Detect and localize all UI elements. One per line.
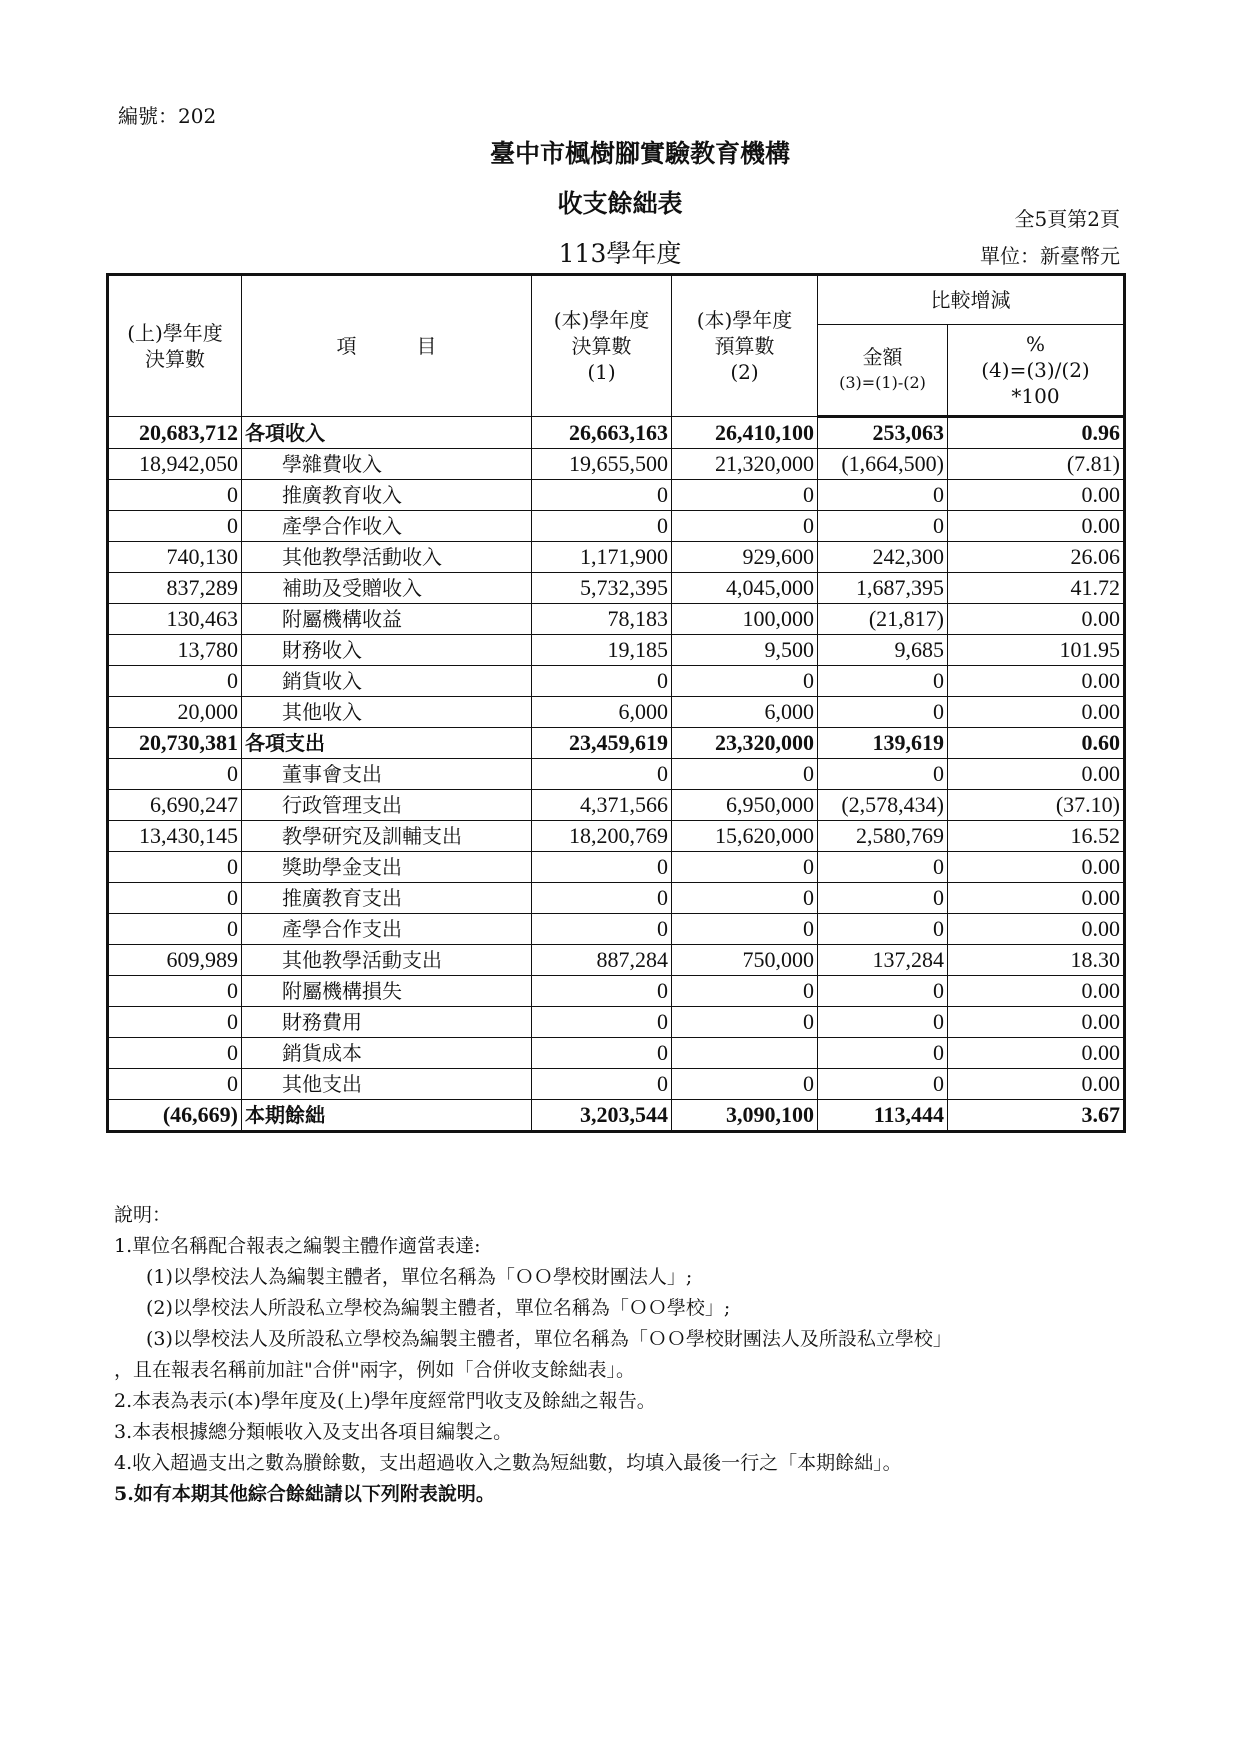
cell-prior-actual: 0 bbox=[108, 1007, 242, 1038]
cell-item: 財務費用 bbox=[242, 1007, 532, 1038]
cell-percent: 0.00 bbox=[948, 883, 1125, 914]
cell-current-actual: 1,171,900 bbox=[532, 542, 672, 573]
cell-percent: 0.00 bbox=[948, 480, 1125, 511]
cell-amount: 0 bbox=[818, 666, 948, 697]
table-row bbox=[108, 790, 1125, 821]
cell-item: 教學研究及訓輔支出 bbox=[242, 821, 532, 852]
cell-amount: 0 bbox=[818, 914, 948, 945]
cell-current-budget: 21,320,000 bbox=[672, 449, 818, 480]
cell-amount: 0 bbox=[818, 759, 948, 790]
cell-percent: 0.00 bbox=[948, 1007, 1125, 1038]
cell-percent: 0.00 bbox=[948, 976, 1125, 1007]
table-row bbox=[108, 449, 1125, 480]
cell-current-budget: 9,500 bbox=[672, 635, 818, 666]
cell-current-actual: 78,183 bbox=[532, 604, 672, 635]
header-amount bbox=[818, 325, 948, 417]
cell-prior-actual: 20,683,712 bbox=[108, 417, 242, 449]
cell-prior-actual: 18,942,050 bbox=[108, 449, 242, 480]
note-line: 4.收入超過支出之數為賸餘數，支出超過收入之數為短絀數，均填入最後一行之「本期餘絀」。 bbox=[114, 1452, 902, 1474]
cell-percent: 41.72 bbox=[948, 573, 1125, 604]
note-line: ，且在報表名稱前加註"合併"兩字，例如「合併收支餘絀表」。 bbox=[114, 1359, 635, 1381]
cell-current-actual: 3,203,544 bbox=[532, 1100, 672, 1132]
cell-prior-actual: 20,730,381 bbox=[108, 728, 242, 759]
cell-amount: 2,580,769 bbox=[818, 821, 948, 852]
cell-current-actual: 0 bbox=[532, 480, 672, 511]
cell-item: 其他收入 bbox=[242, 697, 532, 728]
cell-prior-actual: 837,289 bbox=[108, 573, 242, 604]
cell-prior-actual: (46,669) bbox=[108, 1100, 242, 1132]
cell-prior-actual: 20,000 bbox=[108, 697, 242, 728]
cell-amount: 113,444 bbox=[818, 1100, 948, 1132]
cell-item: 補助及受贈收入 bbox=[242, 573, 532, 604]
cell-current-actual: 0 bbox=[532, 976, 672, 1007]
cell-percent: 0.00 bbox=[948, 1038, 1125, 1069]
cell-current-budget: 6,000 bbox=[672, 697, 818, 728]
cell-current-actual: 0 bbox=[532, 759, 672, 790]
table-row bbox=[108, 604, 1125, 635]
cell-percent: 0.00 bbox=[948, 852, 1125, 883]
cell-amount: 0 bbox=[818, 1007, 948, 1038]
cell-item: 產學合作收入 bbox=[242, 511, 532, 542]
cell-current-actual: 0 bbox=[532, 511, 672, 542]
cell-current-budget: 3,090,100 bbox=[672, 1100, 818, 1132]
table-row bbox=[108, 573, 1125, 604]
cell-current-budget: 750,000 bbox=[672, 945, 818, 976]
cell-prior-actual: 0 bbox=[108, 1069, 242, 1100]
cell-amount: 137,284 bbox=[818, 945, 948, 976]
cell-percent: (7.81) bbox=[948, 449, 1125, 480]
cell-percent: 0.00 bbox=[948, 1069, 1125, 1100]
cell-current-actual: 19,185 bbox=[532, 635, 672, 666]
organization-title: 臺中市楓樹腳實驗教育機構 bbox=[489, 139, 790, 168]
note-line: (2)以學校法人所設私立學校為編製主體者，單位名稱為「ＯＯ學校」; bbox=[146, 1297, 731, 1319]
notes-section bbox=[114, 1200, 1124, 1510]
header-amount-formula: (3)=(1)-(2) bbox=[839, 373, 926, 392]
note-line: 2.本表為表示(本)學年度及(上)學年度經常門收支及餘絀之報告。 bbox=[114, 1390, 656, 1412]
header-current-actual bbox=[532, 275, 672, 417]
cell-current-budget: 4,045,000 bbox=[672, 573, 818, 604]
header-comparison bbox=[818, 275, 1125, 325]
cell-current-budget: 0 bbox=[672, 759, 818, 790]
cell-current-actual: 19,655,500 bbox=[532, 449, 672, 480]
cell-prior-actual: 0 bbox=[108, 914, 242, 945]
cell-current-budget: 26,410,100 bbox=[672, 417, 818, 449]
cell-item: 董事會支出 bbox=[242, 759, 532, 790]
cell-percent: 26.06 bbox=[948, 542, 1125, 573]
fiscal-year: 113學年度 bbox=[558, 239, 682, 268]
table-row bbox=[108, 666, 1125, 697]
cell-prior-actual: 609,989 bbox=[108, 945, 242, 976]
cell-percent: 0.00 bbox=[948, 666, 1125, 697]
cell-current-actual: 0 bbox=[532, 1038, 672, 1069]
cell-item: 獎助學金支出 bbox=[242, 852, 532, 883]
table-row bbox=[108, 697, 1125, 728]
cell-item: 產學合作支出 bbox=[242, 914, 532, 945]
cell-prior-actual: 0 bbox=[108, 1038, 242, 1069]
cell-current-budget: 0 bbox=[672, 1007, 818, 1038]
cell-current-actual: 0 bbox=[532, 852, 672, 883]
header-prior-actual-text: (上)學年度 決算數 bbox=[127, 321, 223, 371]
header-current-budget bbox=[672, 275, 818, 417]
cell-prior-actual: 0 bbox=[108, 759, 242, 790]
header-current-budget-text: (本)學年度 預算數 (2) bbox=[696, 308, 793, 384]
income-statement-table bbox=[106, 273, 1126, 1133]
cell-amount: 0 bbox=[818, 1038, 948, 1069]
cell-item: 附屬機構收益 bbox=[242, 604, 532, 635]
header-current-actual-text: (本)學年度 決算數 (1) bbox=[553, 308, 650, 384]
currency-unit: 單位：新臺幣元 bbox=[980, 244, 1120, 268]
cell-item: 推廣教育支出 bbox=[242, 883, 532, 914]
cell-amount: 0 bbox=[818, 511, 948, 542]
cell-current-budget: 0 bbox=[672, 852, 818, 883]
cell-percent: 0.60 bbox=[948, 728, 1125, 759]
cell-amount: 0 bbox=[818, 852, 948, 883]
table-row bbox=[108, 417, 1125, 449]
cell-percent: 101.95 bbox=[948, 635, 1125, 666]
cell-current-actual: 5,732,395 bbox=[532, 573, 672, 604]
table-row bbox=[108, 1069, 1125, 1100]
header-amount-text: 金額 bbox=[862, 345, 903, 369]
cell-current-budget: 0 bbox=[672, 511, 818, 542]
table-row bbox=[108, 728, 1125, 759]
table-row bbox=[108, 1007, 1125, 1038]
cell-prior-actual: 0 bbox=[108, 976, 242, 1007]
cell-amount: 1,687,395 bbox=[818, 573, 948, 604]
cell-current-budget: 15,620,000 bbox=[672, 821, 818, 852]
table-row bbox=[108, 542, 1125, 573]
cell-item: 財務收入 bbox=[242, 635, 532, 666]
cell-prior-actual: 13,780 bbox=[108, 635, 242, 666]
document-number: 編號：202 bbox=[118, 104, 217, 128]
cell-amount: (2,578,434) bbox=[818, 790, 948, 821]
cell-current-actual: 0 bbox=[532, 1069, 672, 1100]
cell-current-actual: 0 bbox=[532, 1007, 672, 1038]
cell-current-budget: 6,950,000 bbox=[672, 790, 818, 821]
cell-current-budget: 100,000 bbox=[672, 604, 818, 635]
table-body bbox=[108, 417, 1125, 1132]
cell-percent: 3.67 bbox=[948, 1100, 1125, 1132]
header-percent bbox=[948, 325, 1125, 417]
table-row bbox=[108, 852, 1125, 883]
cell-item: 本期餘絀 bbox=[242, 1100, 532, 1132]
cell-amount: 242,300 bbox=[818, 542, 948, 573]
table-row bbox=[108, 1038, 1125, 1069]
cell-prior-actual: 0 bbox=[108, 852, 242, 883]
cell-item: 其他支出 bbox=[242, 1069, 532, 1100]
cell-item: 銷貨收入 bbox=[242, 666, 532, 697]
table-row bbox=[108, 914, 1125, 945]
cell-current-actual: 0 bbox=[532, 883, 672, 914]
cell-prior-actual: 13,430,145 bbox=[108, 821, 242, 852]
cell-percent: 16.52 bbox=[948, 821, 1125, 852]
cell-amount: 0 bbox=[818, 883, 948, 914]
cell-item: 其他教學活動收入 bbox=[242, 542, 532, 573]
cell-amount: 139,619 bbox=[818, 728, 948, 759]
cell-current-actual: 23,459,619 bbox=[532, 728, 672, 759]
cell-item: 各項收入 bbox=[242, 417, 532, 449]
cell-current-actual: 18,200,769 bbox=[532, 821, 672, 852]
table-row bbox=[108, 511, 1125, 542]
cell-current-budget: 0 bbox=[672, 976, 818, 1007]
header-item-text: 項 目 bbox=[336, 334, 437, 358]
cell-percent: 0.00 bbox=[948, 759, 1125, 790]
cell-prior-actual: 6,690,247 bbox=[108, 790, 242, 821]
cell-current-budget: 23,320,000 bbox=[672, 728, 818, 759]
cell-item: 學雜費收入 bbox=[242, 449, 532, 480]
cell-percent: 0.00 bbox=[948, 604, 1125, 635]
cell-amount: (1,664,500) bbox=[818, 449, 948, 480]
cell-prior-actual: 0 bbox=[108, 511, 242, 542]
table-row bbox=[108, 821, 1125, 852]
cell-current-budget: 0 bbox=[672, 666, 818, 697]
cell-item: 其他教學活動支出 bbox=[242, 945, 532, 976]
cell-percent: 0.00 bbox=[948, 697, 1125, 728]
cell-current-actual: 887,284 bbox=[532, 945, 672, 976]
table-row bbox=[108, 759, 1125, 790]
cell-current-actual: 6,000 bbox=[532, 697, 672, 728]
note-line: 5.如有本期其他綜合餘絀請以下列附表說明。 bbox=[114, 1483, 495, 1505]
cell-item: 銷貨成本 bbox=[242, 1038, 532, 1069]
cell-current-actual: 26,663,163 bbox=[532, 417, 672, 449]
cell-prior-actual: 740,130 bbox=[108, 542, 242, 573]
cell-current-actual: 4,371,566 bbox=[532, 790, 672, 821]
table-row bbox=[108, 635, 1125, 666]
table-row bbox=[108, 976, 1125, 1007]
cell-prior-actual: 0 bbox=[108, 666, 242, 697]
cell-current-budget bbox=[672, 1038, 818, 1069]
notes-lines bbox=[114, 1231, 1124, 1510]
table-row bbox=[108, 1100, 1125, 1132]
note-line: 1.單位名稱配合報表之編製主體作適當表達: bbox=[114, 1235, 481, 1257]
notes-heading: 說明： bbox=[114, 1204, 172, 1226]
cell-current-budget: 0 bbox=[672, 883, 818, 914]
table-row bbox=[108, 480, 1125, 511]
cell-item: 推廣教育收入 bbox=[242, 480, 532, 511]
header-comparison-text: 比較增減 bbox=[930, 288, 1011, 312]
cell-percent: 18.30 bbox=[948, 945, 1125, 976]
cell-percent: 0.00 bbox=[948, 511, 1125, 542]
cell-prior-actual: 0 bbox=[108, 883, 242, 914]
note-line: (3)以學校法人及所設私立學校為編製主體者，單位名稱為「ＯＯ學校財團法人及所設私立學校」 bbox=[146, 1328, 952, 1350]
cell-current-budget: 0 bbox=[672, 1069, 818, 1100]
cell-amount: 0 bbox=[818, 976, 948, 1007]
cell-percent: 0.96 bbox=[948, 417, 1125, 449]
report-title: 收支餘絀表 bbox=[557, 189, 683, 218]
note-line: 3.本表根據總分類帳收入及支出各項目編製之。 bbox=[114, 1421, 513, 1443]
header-percent-text: % (4)=(3)/(2) *100 bbox=[981, 332, 1090, 408]
header-item bbox=[242, 275, 532, 417]
cell-item: 附屬機構損失 bbox=[242, 976, 532, 1007]
table-row bbox=[108, 945, 1125, 976]
cell-amount: (21,817) bbox=[818, 604, 948, 635]
cell-item: 行政管理支出 bbox=[242, 790, 532, 821]
cell-current-budget: 0 bbox=[672, 914, 818, 945]
header-prior-actual bbox=[108, 275, 242, 417]
cell-current-budget: 0 bbox=[672, 480, 818, 511]
cell-percent: (37.10) bbox=[948, 790, 1125, 821]
cell-item: 各項支出 bbox=[242, 728, 532, 759]
cell-amount: 0 bbox=[818, 1069, 948, 1100]
cell-current-actual: 0 bbox=[532, 914, 672, 945]
table-row bbox=[108, 883, 1125, 914]
cell-amount: 253,063 bbox=[818, 417, 948, 449]
cell-amount: 0 bbox=[818, 480, 948, 511]
cell-prior-actual: 0 bbox=[108, 480, 242, 511]
cell-current-actual: 0 bbox=[532, 666, 672, 697]
cell-amount: 0 bbox=[818, 697, 948, 728]
cell-prior-actual: 130,463 bbox=[108, 604, 242, 635]
page-info: 全5頁第2頁 bbox=[1014, 207, 1120, 231]
note-line: (1)以學校法人為編製主體者，單位名稱為「ＯＯ學校財團法人」; bbox=[146, 1266, 693, 1288]
cell-percent: 0.00 bbox=[948, 914, 1125, 945]
cell-amount: 9,685 bbox=[818, 635, 948, 666]
cell-current-budget: 929,600 bbox=[672, 542, 818, 573]
